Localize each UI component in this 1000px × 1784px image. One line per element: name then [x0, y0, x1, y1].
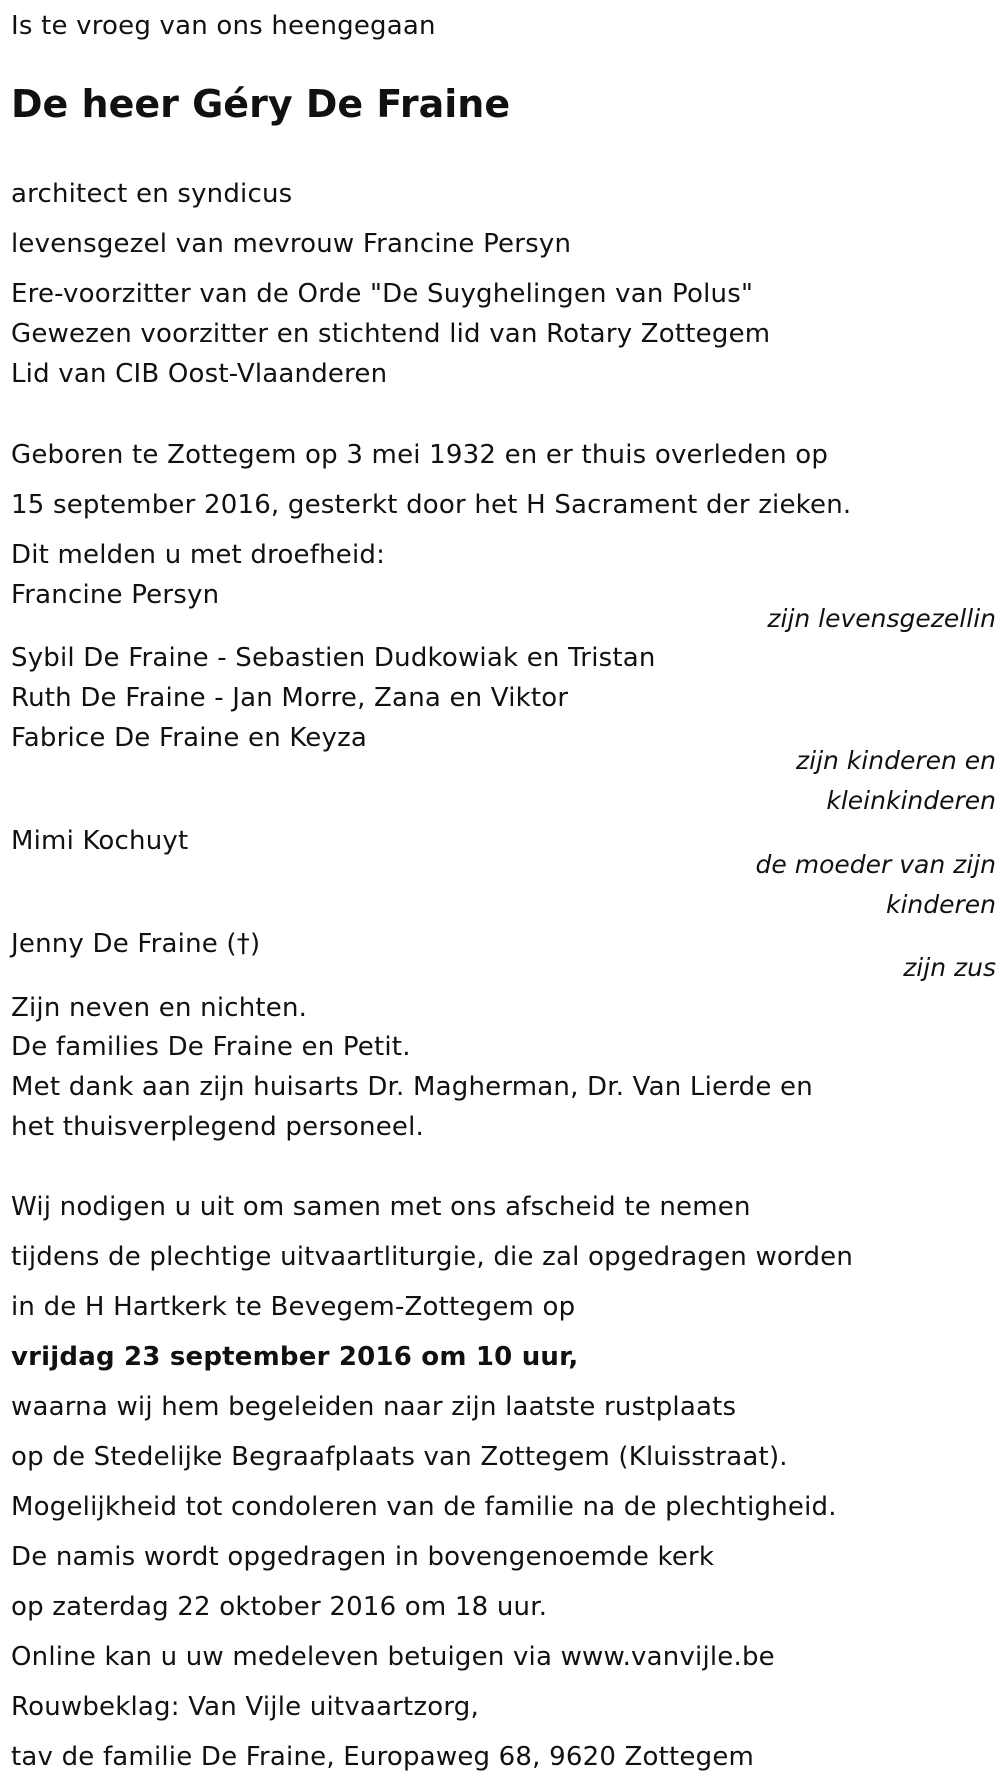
sister-relation: zijn zus: [903, 953, 996, 982]
after-line: op zaterdag 22 oktober 2016 om 18 uur.: [11, 1592, 548, 1622]
title-line: Ere-voorzitter van de Orde "De Suyghelingen van Polus": [11, 279, 754, 309]
partner-relation: zijn levensgezellin: [767, 604, 996, 633]
after-line: Mogelijkheid tot condoleren van de familie na de plechtigheid.: [11, 1492, 837, 1522]
title-line: architect en syndicus: [11, 179, 293, 209]
ceremony-line: in de H Hartkerk te Bevegem-Zottegem op: [11, 1292, 576, 1322]
deceased-name: De heer Géry De Fraine: [11, 82, 511, 126]
title-line: levensgezel van mevrouw Francine Persyn: [11, 229, 572, 259]
other-line: De families De Fraine en Petit.: [11, 1032, 411, 1062]
ceremony-line: Wij nodigen u uit om samen met ons afscheid te nemen: [11, 1192, 751, 1222]
other-line: het thuisverplegend personeel.: [11, 1112, 424, 1142]
title-line: Gewezen voorzitter en stichtend lid van Rotary Zottegem: [11, 319, 771, 349]
ceremony-line: tijdens de plechtige uitvaartliturgie, die zal opgedragen worden: [11, 1242, 854, 1272]
birth-line: Geboren te Zottegem op 3 mei 1932 en er thuis overleden op: [11, 440, 829, 470]
after-line: waarna wij hem begeleiden naar zijn laatste rustplaats: [11, 1392, 737, 1422]
mother-relation: de moeder van zijn: [755, 850, 996, 879]
mother-relation: kinderen: [885, 890, 996, 919]
other-line: Zijn neven en nichten.: [11, 993, 308, 1023]
children-relation: kleinkinderen: [826, 786, 996, 815]
after-line: tav de familie De Fraine, Europaweg 68, 9620 Zottegem: [11, 1742, 755, 1772]
intro-line: Is te vroeg van ons heengegaan: [11, 11, 436, 41]
mother-name: Mimi Kochuyt: [11, 826, 189, 856]
after-line: De namis wordt opgedragen in bovengenoemde kerk: [11, 1542, 715, 1572]
child-line: Fabrice De Fraine en Keyza: [11, 723, 368, 753]
ceremony-date: vrijdag 23 september 2016 om 10 uur,: [11, 1342, 579, 1372]
title-line: Lid van CIB Oost-Vlaanderen: [11, 359, 388, 389]
partner-name: Francine Persyn: [11, 580, 220, 610]
child-line: Ruth De Fraine - Jan Morre, Zana en Viktor: [11, 683, 569, 713]
sister-name: Jenny De Fraine (†): [11, 929, 261, 959]
children-relation: zijn kinderen en: [796, 746, 996, 775]
after-line: Online kan u uw medeleven betuigen via www.vanvijle.be: [11, 1642, 775, 1672]
child-line: Sybil De Fraine - Sebastien Dudkowiak en Tristan: [11, 643, 656, 673]
after-line: Rouwbeklag: Van Vijle uitvaartzorg,: [11, 1692, 479, 1722]
birth-line: 15 september 2016, gesterkt door het H Sacrament der zieken.: [11, 490, 852, 520]
after-line: op de Stedelijke Begraafplaats van Zottegem (Kluisstraat).: [11, 1442, 788, 1472]
announce-line: Dit melden u met droefheid:: [11, 540, 386, 570]
other-line: Met dank aan zijn huisarts Dr. Magherman, Dr. Van Lierde en: [11, 1072, 813, 1102]
